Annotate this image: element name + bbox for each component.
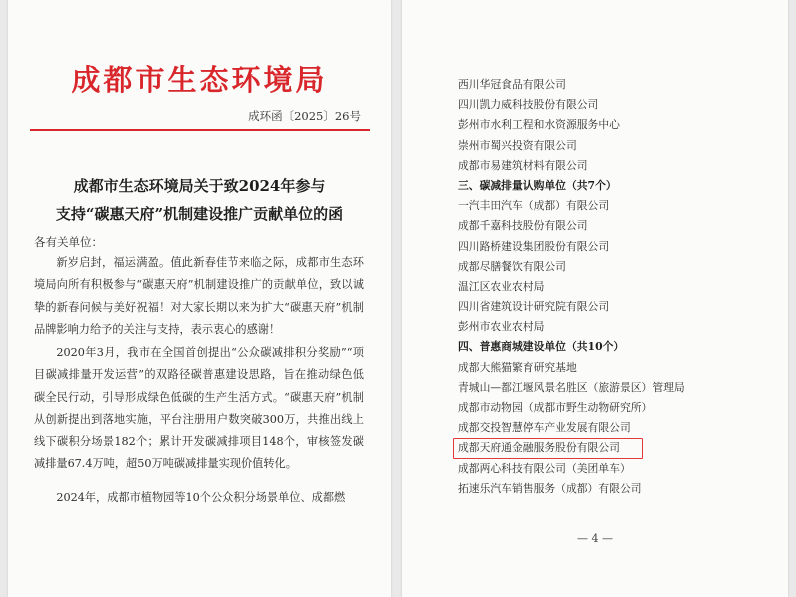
list-item <box>458 297 778 317</box>
list-item <box>458 317 778 337</box>
list-item <box>458 358 778 378</box>
list-item <box>458 378 778 398</box>
list-item-label: 一汽丰田汽车（成都）有限公司 <box>458 199 610 213</box>
list-item-label: 温江区农业农村局 <box>458 279 545 293</box>
list-item <box>458 156 778 176</box>
document-heading <box>8 172 391 228</box>
letter-page-right <box>402 0 788 597</box>
document-number: 成环函〔2025〕26号 <box>248 109 361 123</box>
list-item <box>458 95 778 115</box>
list-item <box>458 237 778 257</box>
page-number: — 4 — <box>577 532 613 545</box>
list-item-label: 四、普惠商城建设单位（共10个） <box>458 340 625 354</box>
list-item-label: 成都市易建筑材料有限公司 <box>458 158 588 172</box>
list-item-label: 三、碳减排量认购单位（共7个） <box>458 178 617 192</box>
red-header-rule <box>30 129 370 131</box>
list-item-label: 成都千嘉科技股份有限公司 <box>458 219 588 233</box>
list-item-label: 彭州市农业农村局 <box>458 320 545 334</box>
list-item-label: 成都两心科技有限公司（美团单车） <box>458 461 631 475</box>
document-heading-line1: 成都市生态环境局关于致2024年参与 <box>73 177 326 195</box>
body-paragraph-2: 2020年3月，我市在全国首创提出“公众碳减排积分奖励”“项目碳减排量开发运营”的双路径碳普惠建设思路，旨在推动绿色低碳全民行动，引导形成绿色低碳的生产生活方式。“碳惠天府”机制从创新提出到落地实施，平台注册用户数突破300万，共推出线上线下碳积分场景182个；累计开发碳减排项目148个，审核签发碳减排量67.4万吨，超50万吨碳减排量实现价值转化。 <box>34 346 364 471</box>
list-item-label: 彭州市水利工程和水资源服务中心 <box>458 118 620 132</box>
list-item-label: 拓速乐汽车销售服务（成都）有限公司 <box>458 481 642 495</box>
highlight-box <box>453 438 643 459</box>
list-item-label: 四川凯力威科技股份有限公司 <box>458 98 599 112</box>
list-item <box>458 196 778 216</box>
letter-page-left <box>8 0 391 597</box>
list-section-heading <box>458 176 778 196</box>
list-item <box>458 136 778 156</box>
list-item <box>458 418 778 438</box>
list-item <box>458 216 778 236</box>
list-item-label: 成都大熊猫繁育研究基地 <box>458 360 577 374</box>
list-section-heading <box>458 337 778 357</box>
list-item-label: 成都尽膳餐饮有限公司 <box>458 259 566 273</box>
issuing-organization-title: 成都市生态环境局 <box>71 63 328 97</box>
list-item-label: 四川省建筑设计研究院有限公司 <box>458 300 610 314</box>
list-item-label: 成都市动物园（成都市野生动物研究所） <box>458 401 653 414</box>
contributor-unit-list <box>458 75 778 499</box>
body-paragraph-1: 新岁启封，福运满盈。值此新春佳节来临之际，成都市生态环境局向所有积极参与“碳惠天府”机制建设推广的贡献单位，致以诚挚的新春问候与美好祝福！对大家长期以来为扩大“碳惠天府”机制品牌影响力给予的关注与支持，表示衷心的感谢！ <box>34 256 364 336</box>
list-item <box>458 115 778 135</box>
list-item <box>458 459 778 479</box>
list-item-label: 四川路桥建设集团股份有限公司 <box>458 239 610 253</box>
salutation: 各有关单位： <box>34 235 103 249</box>
document-heading-line2: 支持“碳惠天府”机制建设推广贡献单位的函 <box>55 205 344 223</box>
highlighted-list-item <box>458 438 778 458</box>
list-item <box>458 277 778 297</box>
list-item-label: 西川华冠食品有限公司 <box>458 78 566 91</box>
list-item-label: 青城山—都江堰风景名胜区（旅游景区）管理局 <box>458 380 685 394</box>
list-item <box>458 398 778 418</box>
list-item <box>458 479 778 499</box>
list-item <box>458 75 778 95</box>
list-item <box>458 257 778 277</box>
list-item-label: 崇州市蜀兴投资有限公司 <box>458 138 577 152</box>
list-item-label: 成都天府通金融服务股份有限公司 <box>458 441 620 455</box>
body-paragraph-3: 2024年，成都市植物园等10个公众积分场景单位、成都燃 <box>56 491 346 504</box>
list-item-label: 成都交投智慧停车产业发展有限公司 <box>458 421 631 435</box>
